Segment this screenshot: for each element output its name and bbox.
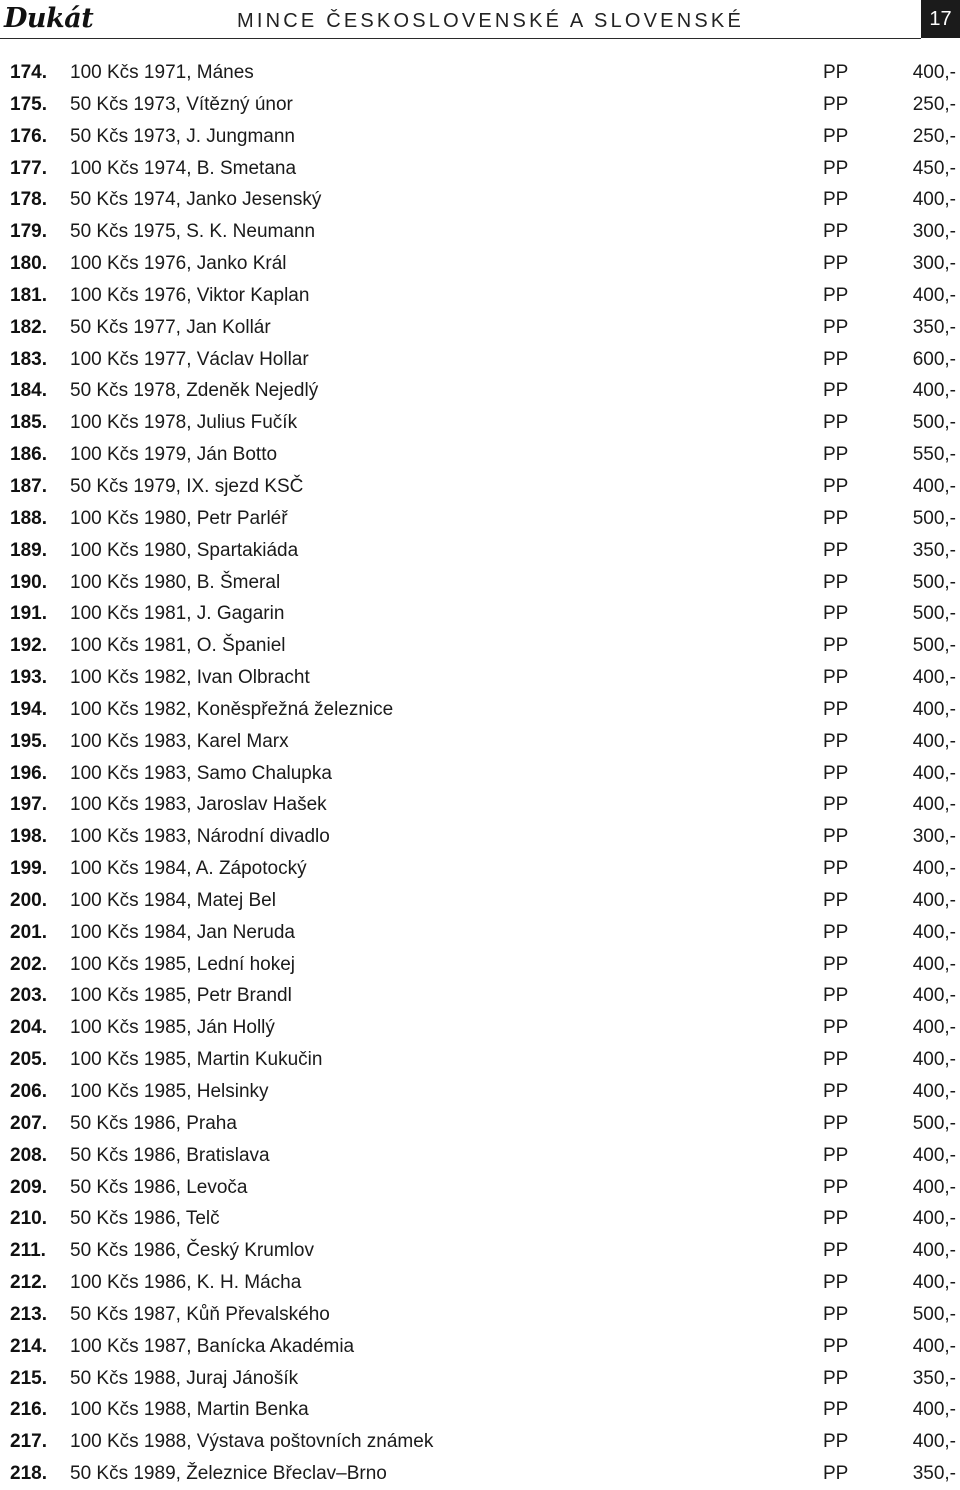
item-description: 100 Kčs 1988, Výstava poštovních známek [70,1431,434,1453]
item-number: 202. [10,953,47,975]
list-item [0,153,960,185]
list-item [0,1172,960,1204]
item-grade: PP [823,921,849,943]
item-description: 100 Kčs 1974, B. Smetana [70,157,297,179]
list-item [0,980,960,1012]
item-price: 400,- [912,730,956,752]
list-item [0,216,960,248]
item-price: 500,- [912,1303,956,1325]
item-number: 201. [10,921,47,943]
item-number: 210. [10,1208,47,1230]
item-price: 400,- [912,698,956,720]
item-price: 400,- [912,1081,956,1102]
list-item [0,1363,960,1395]
item-description: 50 Kčs 1986, Levoča [70,1176,248,1198]
item-price: 500,- [912,603,956,625]
item-number: 212. [10,1272,47,1294]
item-grade: PP [823,444,849,466]
list-item [0,1012,960,1044]
list-item [0,471,960,503]
item-grade: PP [823,571,849,593]
item-grade: PP [823,412,849,434]
item-number: 198. [10,826,47,848]
item-number: 188. [10,507,47,529]
item-price: 250,- [912,125,956,147]
item-grade: PP [823,730,849,752]
item-price: 400,- [912,921,956,943]
item-description: 100 Kčs 1985, Petr Brandl [70,985,292,1007]
item-price: 400,- [912,794,956,816]
item-number: 189. [10,539,47,561]
dukat-logo: Dukát [4,3,94,34]
item-price: 400,- [912,284,956,306]
list-item [0,789,960,821]
item-price: 400,- [912,1399,956,1421]
item-price: 350,- [912,1367,956,1389]
item-price: 500,- [912,507,956,529]
item-description: 100 Kčs 1985, Ján Hollý [70,1017,275,1039]
header-divider [0,38,921,39]
item-price: 550,- [912,444,956,466]
list-item [0,598,960,630]
item-price: 400,- [912,1144,956,1166]
item-number: 184. [10,380,47,402]
item-price: 500,- [912,571,956,593]
item-description: 100 Kčs 1980, Spartakiáda [70,539,299,561]
list-item [0,1076,960,1108]
item-number: 214. [10,1335,47,1357]
list-item [0,1331,960,1363]
list-item [0,535,960,567]
item-description: 100 Kčs 1971, Mánes [70,62,254,83]
item-price: 400,- [912,1208,956,1230]
item-grade: PP [823,316,849,338]
item-number: 211. [10,1240,46,1262]
item-price: 400,- [912,1049,956,1071]
list-item [0,853,960,885]
item-description: 50 Kčs 1973, Vítězný únor [70,93,293,115]
item-price: 300,- [912,826,956,848]
item-description: 100 Kčs 1978, Julius Fučík [70,412,298,434]
list-item [0,121,960,153]
item-price: 300,- [912,253,956,275]
item-number: 177. [10,157,47,179]
item-description: 100 Kčs 1987, Banícka Akadémia [70,1335,355,1357]
item-number: 200. [10,889,47,911]
page-number: 17 [921,0,960,38]
item-price: 400,- [912,1176,956,1198]
item-grade: PP [823,889,849,911]
item-description: 100 Kčs 1979, Ján Botto [70,444,278,466]
item-description: 100 Kčs 1984, Matej Bel [70,889,276,911]
item-grade: PP [823,1208,849,1230]
item-description: 100 Kčs 1981, O. Španiel [70,635,286,657]
item-number: 207. [10,1112,47,1134]
item-price: 400,- [912,1431,956,1453]
list-item [0,1044,960,1076]
item-description: 100 Kčs 1983, Národní divadlo [70,826,330,848]
item-price: 350,- [912,539,956,561]
list-item [0,503,960,535]
item-grade: PP [823,1144,849,1166]
page-title: MINCE ČESKOSLOVENSKÉ A SLOVENSKÉ [237,10,744,32]
item-description: 100 Kčs 1984, A. Zápotocký [70,858,307,880]
item-description: 50 Kčs 1974, Janko Jesenský [70,189,322,211]
item-number: 218. [10,1463,47,1485]
item-grade: PP [823,1112,849,1134]
item-price: 400,- [912,985,956,1007]
list-item [0,821,960,853]
item-price: 400,- [912,953,956,975]
item-grade: PP [823,125,849,147]
list-item [0,1108,960,1140]
item-description: 50 Kčs 1986, Telč [70,1208,220,1230]
item-price: 400,- [912,475,956,497]
item-grade: PP [823,603,849,625]
item-number: 215. [10,1367,47,1389]
item-number: 178. [10,189,47,211]
item-price: 400,- [912,858,956,880]
item-number: 179. [10,221,47,243]
item-grade: PP [823,253,849,275]
item-grade: PP [823,1081,849,1102]
item-description: 100 Kčs 1976, Janko Král [70,253,287,275]
item-description: 50 Kčs 1986, Český Krumlov [70,1240,314,1262]
item-description: 100 Kčs 1983, Samo Chalupka [70,762,332,784]
item-number: 217. [10,1431,47,1453]
list-item [0,726,960,758]
item-number: 199. [10,858,47,880]
list-item [0,1299,960,1331]
list-item [0,1203,960,1235]
list-item [0,949,960,981]
item-description: 100 Kčs 1976, Viktor Kaplan [70,284,310,306]
item-grade: PP [823,1463,849,1485]
item-number: 194. [10,698,47,720]
list-item [0,1235,960,1267]
item-description: 50 Kčs 1988, Juraj Jánošík [70,1367,299,1389]
list-item [0,89,960,121]
item-description: 100 Kčs 1985, Helsinky [70,1081,269,1102]
item-description: 50 Kčs 1975, S. K. Neumann [70,221,316,243]
item-price: 400,- [912,1272,956,1294]
item-price: 350,- [912,316,956,338]
list-item [0,917,960,949]
item-number: 175. [10,93,47,115]
list-item [0,312,960,344]
item-grade: PP [823,1017,849,1039]
item-price: 400,- [912,667,956,689]
list-item [0,375,960,407]
item-price: 600,- [912,348,956,370]
item-price: 400,- [912,62,956,83]
item-number: 186. [10,444,47,466]
item-grade: PP [823,284,849,306]
item-description: 50 Kčs 1986, Praha [70,1112,237,1134]
list-item [0,1426,960,1458]
item-description: 100 Kčs 1982, Ivan Olbracht [70,667,310,689]
list-item [0,280,960,312]
item-description: 50 Kčs 1987, Kůň Převalského [70,1303,330,1325]
item-number: 176. [10,125,47,147]
item-grade: PP [823,1431,849,1453]
list-item [0,662,960,694]
item-number: 180. [10,253,47,275]
item-description: 100 Kčs 1984, Jan Neruda [70,921,295,943]
item-number: 185. [10,412,47,434]
item-grade: PP [823,62,849,83]
item-price: 400,- [912,1240,956,1262]
list-item [0,344,960,376]
item-number: 204. [10,1017,47,1039]
item-number: 196. [10,762,47,784]
list-item [0,1140,960,1172]
item-description: 100 Kčs 1982, Koněspřežná železnice [70,698,394,720]
item-price: 400,- [912,762,956,784]
item-description: 50 Kčs 1973, J. Jungmann [70,125,295,147]
item-price: 400,- [912,380,956,402]
item-description: 100 Kčs 1983, Karel Marx [70,730,289,752]
item-grade: PP [823,667,849,689]
list-item [0,407,960,439]
item-number: 195. [10,730,47,752]
item-grade: PP [823,507,849,529]
item-grade: PP [823,953,849,975]
item-number: 187. [10,475,47,497]
item-price: 500,- [912,412,956,434]
list-item [0,694,960,726]
item-price: 500,- [912,635,956,657]
item-grade: PP [823,1399,849,1421]
item-description: 100 Kčs 1980, B. Šmeral [70,571,281,593]
item-description: 100 Kčs 1983, Jaroslav Hašek [70,794,327,816]
item-description: 100 Kčs 1985, Martin Kukučin [70,1049,323,1071]
page-header [0,0,960,40]
list-item [0,885,960,917]
item-number: 203. [10,985,47,1007]
item-grade: PP [823,826,849,848]
item-price: 400,- [912,189,956,211]
item-number: 197. [10,794,47,816]
item-description: 100 Kčs 1986, K. H. Mácha [70,1272,302,1294]
item-description: 50 Kčs 1979, IX. sjezd KSČ [70,475,304,497]
item-number: 192. [10,635,47,657]
item-grade: PP [823,1240,849,1262]
item-number: 190. [10,571,47,593]
item-description: 100 Kčs 1977, Václav Hollar [70,348,309,370]
item-price: 400,- [912,889,956,911]
list-item [0,184,960,216]
item-description: 100 Kčs 1988, Martin Benka [70,1399,309,1421]
item-description: 100 Kčs 1980, Petr Parléř [70,507,288,529]
item-description: 100 Kčs 1985, Lední hokej [70,953,296,975]
item-grade: PP [823,794,849,816]
item-description: 50 Kčs 1977, Jan Kollár [70,316,271,338]
list-item [0,758,960,790]
item-number: 209. [10,1176,47,1198]
item-number: 193. [10,667,47,689]
item-grade: PP [823,539,849,561]
item-number: 213. [10,1303,47,1325]
list-item [0,57,960,89]
list-item [0,567,960,599]
item-description: 100 Kčs 1981, J. Gagarin [70,603,285,625]
item-price: 300,- [912,221,956,243]
item-price: 450,- [912,157,956,179]
item-grade: PP [823,189,849,211]
item-grade: PP [823,1176,849,1198]
item-number: 205. [10,1049,47,1071]
item-grade: PP [823,985,849,1007]
list-item [0,248,960,280]
item-grade: PP [823,348,849,370]
item-grade: PP [823,762,849,784]
list-item [0,1267,960,1299]
item-number: 191. [10,603,47,625]
item-price: 400,- [912,1335,956,1357]
item-grade: PP [823,1367,849,1389]
item-number: 182. [10,316,47,338]
item-grade: PP [823,1335,849,1357]
item-grade: PP [823,1272,849,1294]
item-number: 208. [10,1144,47,1166]
item-number: 183. [10,348,47,370]
item-grade: PP [823,221,849,243]
item-description: 50 Kčs 1986, Bratislava [70,1144,270,1166]
coin-price-list [0,57,960,1490]
list-item [0,630,960,662]
item-grade: PP [823,93,849,115]
item-grade: PP [823,1049,849,1071]
item-grade: PP [823,635,849,657]
item-number: 206. [10,1081,47,1102]
item-price: 350,- [912,1463,956,1485]
item-grade: PP [823,858,849,880]
item-number: 174. [10,62,47,83]
item-grade: PP [823,475,849,497]
item-price: 250,- [912,93,956,115]
item-description: 50 Kčs 1989, Železnice Břeclav–Brno [70,1463,387,1485]
item-grade: PP [823,1303,849,1325]
item-grade: PP [823,157,849,179]
item-price: 400,- [912,1017,956,1039]
item-grade: PP [823,698,849,720]
list-item [0,1458,960,1490]
item-number: 216. [10,1399,47,1421]
list-item [0,439,960,471]
item-description: 50 Kčs 1978, Zdeněk Nejedlý [70,380,319,402]
item-price: 500,- [912,1112,956,1134]
item-number: 181. [10,284,47,306]
list-item [0,1394,960,1426]
item-grade: PP [823,380,849,402]
